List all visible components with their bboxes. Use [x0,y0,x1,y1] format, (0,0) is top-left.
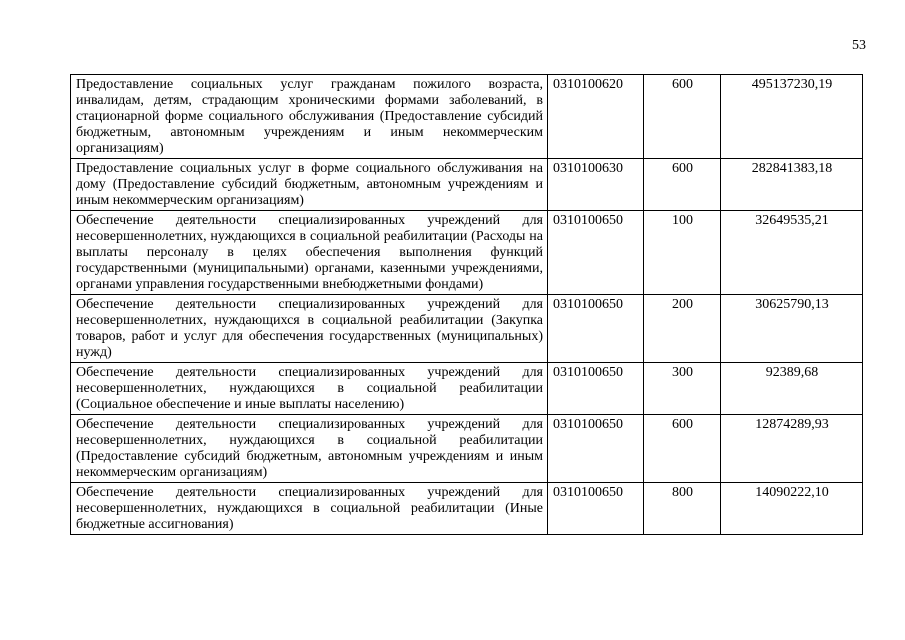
table-row [71,363,863,415]
row-code: 0310100650 [548,483,644,535]
row-amount: 32649535,21 [721,211,863,295]
row-description: Предоставление социальных услуг в форме социального обслуживания на дому (Предоставление субсидий бюджетным, автономным учреждениям и иным некоммерческим организациям) [71,159,548,211]
row-amount: 92389,68 [721,363,863,415]
row-description: Обеспечение деятельности специализированных учреждений для несовершеннолетних, нуждающихся в социальной реабилитации (Закупка товаров, работ и услуг для обеспечения государственных (муниципальных) нужд) [71,295,548,363]
row-code: 0310100630 [548,159,644,211]
row-amount: 30625790,13 [721,295,863,363]
row-expense-type: 600 [644,75,721,159]
row-expense-type: 100 [644,211,721,295]
table-row [71,295,863,363]
row-expense-type: 600 [644,159,721,211]
row-code: 0310100650 [548,295,644,363]
row-code: 0310100650 [548,415,644,483]
row-description: Обеспечение деятельности специализированных учреждений для несовершеннолетних, нуждающихся в социальной реабилитации (Иные бюджетные ассигнования) [71,483,548,535]
page-number: 53 [852,38,866,53]
table-row [71,483,863,535]
row-code: 0310100650 [548,211,644,295]
row-code: 0310100620 [548,75,644,159]
table-row [71,75,863,159]
table-row [71,415,863,483]
row-description: Обеспечение деятельности специализированных учреждений для несовершеннолетних, нуждающихся в социальной реабилитации (Расходы на выплаты персоналу в целях обеспечения выполнения функций государственными (муниципальными) органами, казенными учреждениями, органами управления государственными внебюджетными фондами) [71,211,548,295]
row-description: Предоставление социальных услуг гражданам пожилого возраста, инвалидам, детям, страдающим хроническими формами заболеваний, в стационарной форме социального обслуживания (Предоставление субсидий бюджетным, автономным учреждениям и иным некоммерческим организациям) [71,75,548,159]
row-expense-type: 800 [644,483,721,535]
table-row [71,211,863,295]
row-code: 0310100650 [548,363,644,415]
row-amount: 282841383,18 [721,159,863,211]
row-description: Обеспечение деятельности специализированных учреждений для несовершеннолетних, нуждающихся в социальной реабилитации (Социальное обеспечение и иные выплаты населению) [71,363,548,415]
row-amount: 495137230,19 [721,75,863,159]
budget-table [70,74,863,535]
row-expense-type: 600 [644,415,721,483]
row-expense-type: 300 [644,363,721,415]
table-row [71,159,863,211]
row-amount: 12874289,93 [721,415,863,483]
row-description: Обеспечение деятельности специализированных учреждений для несовершеннолетних, нуждающихся в социальной реабилитации (Предоставление субсидий бюджетным, автономным учреждениям и иным некоммерческим организациям) [71,415,548,483]
row-expense-type: 200 [644,295,721,363]
row-amount: 14090222,10 [721,483,863,535]
